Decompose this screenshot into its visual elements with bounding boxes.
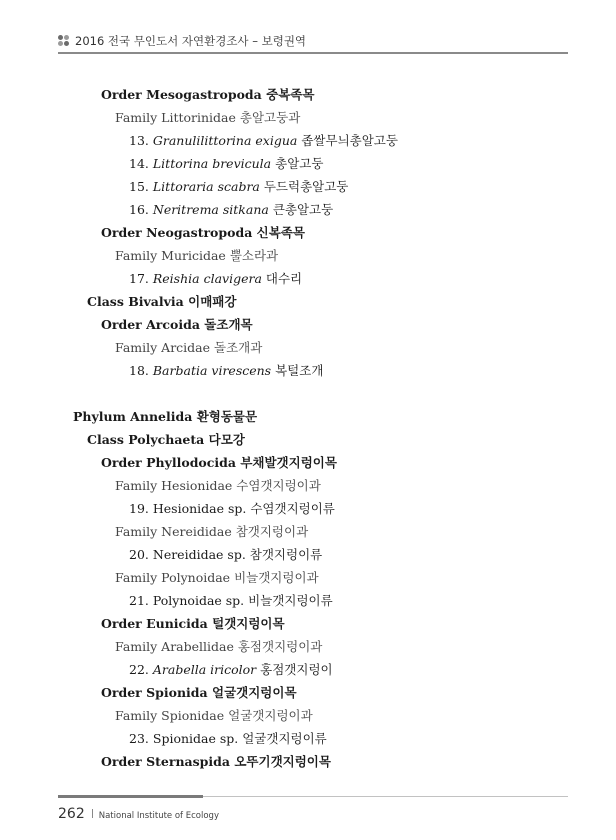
species-number: 15. — [129, 179, 149, 194]
order-korean-name: 털갯지렁이목 — [212, 616, 285, 631]
family-korean-name: 수염갯지렁이과 — [236, 478, 321, 493]
family-entry — [115, 639, 322, 655]
species-korean-name: 좁쌀무늬총알고둥 — [301, 133, 398, 148]
phylum-entry — [73, 409, 257, 425]
footer-rule-thin — [203, 796, 568, 797]
order-korean-name: 얼굴갯지렁이목 — [212, 685, 297, 700]
family-name: Family Hesionidae — [115, 478, 233, 493]
species-name: Polynoidae sp. — [152, 593, 245, 608]
species-name: Nereididae sp. — [152, 547, 246, 562]
order-name: Order Spionida — [101, 685, 208, 700]
species-name: Littorina brevicula — [152, 156, 272, 171]
family-entry — [115, 110, 300, 126]
header-rule — [58, 52, 568, 54]
family-name: Family Nereididae — [115, 524, 232, 539]
order-korean-name: 오뚜기갯지렁이목 — [234, 754, 331, 769]
species-number: 20. — [129, 547, 149, 562]
species-korean-name: 대수리 — [265, 271, 303, 286]
class-korean-name: 다모강 — [208, 432, 245, 447]
phylum-korean-name: 환형동물문 — [196, 409, 258, 424]
family-korean-name: 홍점갯지렁이과 — [237, 639, 323, 654]
family-entry — [115, 248, 278, 264]
header-dots-icon — [58, 35, 70, 47]
family-entry — [115, 570, 319, 586]
page-number: 262 — [58, 806, 85, 822]
species-korean-name: 큰총알고둥 — [272, 202, 334, 217]
species-entry — [129, 202, 333, 218]
family-entry — [115, 478, 321, 494]
order-korean-name: 신복족목 — [256, 225, 305, 240]
header-title: 2016 전국 무인도서 자연환경조사 – 보령권역 — [75, 34, 307, 48]
species-name: Barbatia virescens — [152, 363, 272, 378]
species-number: 13. — [129, 133, 149, 148]
order-entry — [101, 685, 297, 701]
order-name: Order Phyllodocida — [101, 455, 236, 470]
species-entry — [129, 731, 327, 747]
family-entry — [115, 340, 262, 356]
species-entry — [129, 133, 398, 149]
species-name: Littoraria scabra — [152, 179, 260, 194]
institute-name: National Institute of Ecology — [98, 811, 219, 821]
order-entry — [101, 317, 253, 333]
family-korean-name: 비늘갯지렁이과 — [234, 570, 319, 585]
species-number: 21. — [129, 593, 149, 608]
running-header — [58, 30, 568, 56]
species-entry — [129, 363, 323, 379]
species-korean-name: 비늘갯지렁이류 — [248, 593, 333, 608]
order-entry — [101, 616, 285, 632]
species-entry — [129, 501, 335, 517]
species-entry — [129, 271, 302, 287]
order-name: Order Arcoida — [101, 317, 200, 332]
species-name: Hesionidae sp. — [152, 501, 247, 516]
family-entry — [115, 708, 313, 724]
family-korean-name: 참갯지렁이과 — [235, 524, 309, 539]
species-korean-name: 두드럭총알고둥 — [263, 179, 349, 194]
family-korean-name: 돌조개과 — [214, 340, 263, 355]
family-name: Family Spionidae — [115, 708, 225, 723]
order-korean-name: 돌조개목 — [204, 317, 253, 332]
species-entry — [129, 547, 322, 563]
family-name: Family Arabellidae — [115, 639, 234, 654]
class-entry — [87, 432, 245, 448]
species-entry — [129, 179, 348, 195]
order-name: Order Neogastropoda — [101, 225, 253, 240]
order-name: Order Eunicida — [101, 616, 208, 631]
species-number: 14. — [129, 156, 149, 171]
order-entry — [101, 754, 331, 770]
species-number: 23. — [129, 731, 149, 746]
order-name: Order Mesogastropoda — [101, 87, 262, 102]
species-number: 16. — [129, 202, 149, 217]
species-name: Granulilittorina exigua — [152, 133, 298, 148]
order-name: Order Sternaspida — [101, 754, 230, 769]
family-name: Family Arcidae — [115, 340, 211, 355]
species-korean-name: 수염갯지렁이류 — [250, 501, 335, 516]
family-korean-name: 뿔소라과 — [229, 248, 279, 263]
species-number: 22. — [129, 662, 149, 677]
order-korean-name: 부채발갯지렁이목 — [240, 455, 337, 470]
species-name: Neritrema sitkana — [152, 202, 269, 217]
family-korean-name: 총알고둥과 — [239, 110, 301, 125]
species-korean-name: 홍점갯지렁이 — [260, 662, 333, 677]
class-name: Class Bivalvia — [87, 294, 184, 309]
family-name: Family Muricidae — [115, 248, 226, 263]
footer-rule — [58, 795, 203, 798]
page-footer — [58, 803, 219, 822]
species-entry — [129, 662, 333, 678]
species-entry — [129, 156, 323, 172]
species-korean-name: 복털조개 — [275, 363, 324, 378]
family-korean-name: 얼굴갯지렁이과 — [228, 708, 313, 723]
order-entry — [101, 225, 305, 241]
family-name: Family Littorinidae — [115, 110, 236, 125]
order-entry — [101, 87, 314, 103]
family-name: Family Polynoidae — [115, 570, 231, 585]
class-korean-name: 이매패강 — [188, 294, 237, 309]
family-entry — [115, 524, 308, 540]
phylum-name: Phylum Annelida — [73, 409, 193, 424]
class-entry — [87, 294, 236, 310]
species-name: Arabella iricolor — [152, 662, 257, 677]
species-korean-name: 총알고둥 — [275, 156, 324, 171]
order-korean-name: 중복족목 — [266, 87, 315, 102]
species-name: Spionidae sp. — [152, 731, 239, 746]
species-number: 18. — [129, 363, 149, 378]
footer-separator — [92, 809, 93, 818]
species-entry — [129, 593, 333, 609]
species-number: 17. — [129, 271, 149, 286]
species-korean-name: 참갯지렁이류 — [249, 547, 323, 562]
species-korean-name: 얼굴갯지렁이류 — [242, 731, 327, 746]
order-entry — [101, 455, 337, 471]
species-number: 19. — [129, 501, 149, 516]
species-name: Reishia clavigera — [152, 271, 262, 286]
class-name: Class Polychaeta — [87, 432, 205, 447]
